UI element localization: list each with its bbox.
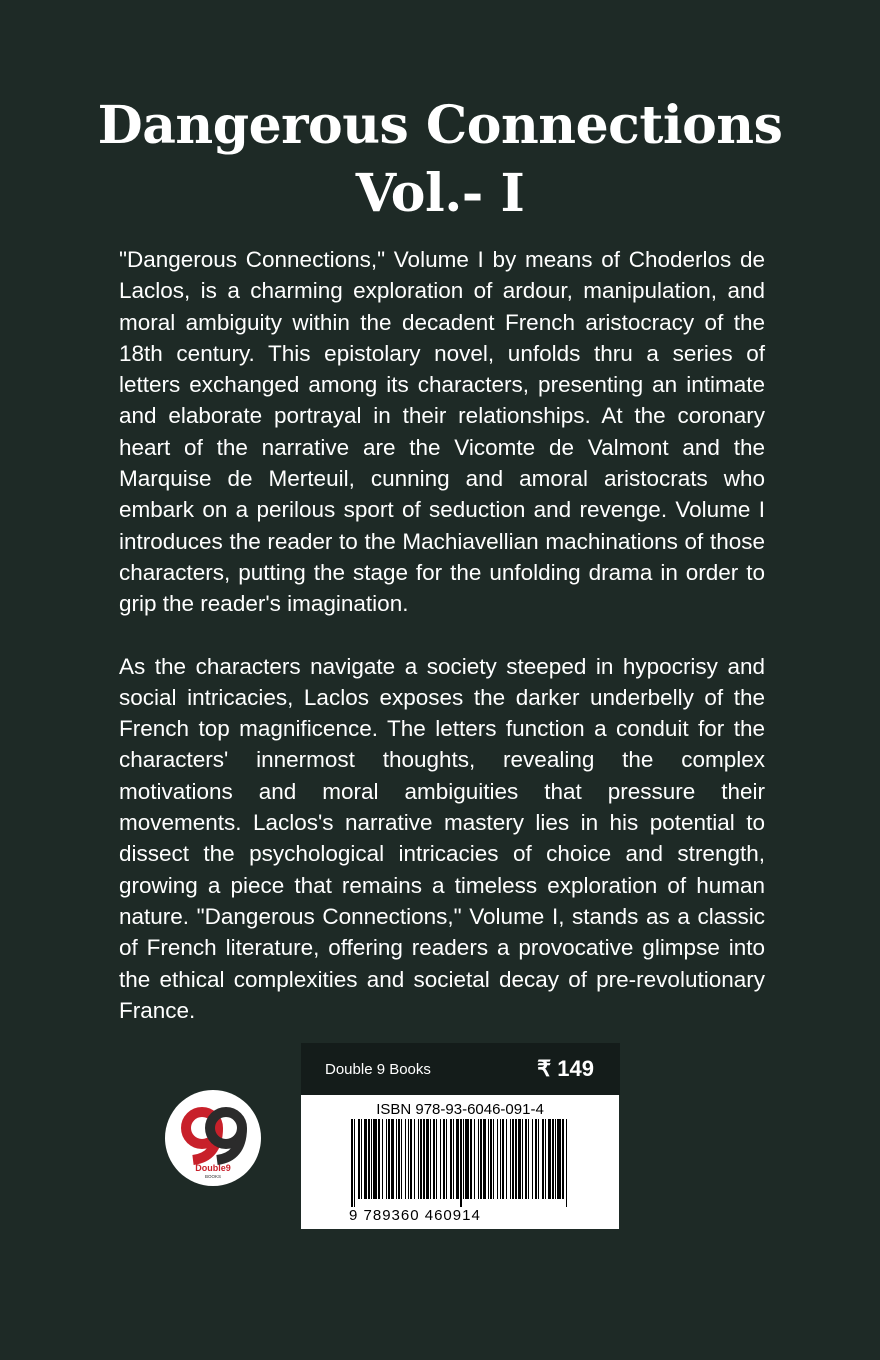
title-line-2: Vol.- I	[355, 163, 525, 224]
book-title	[0, 92, 880, 228]
barcode-panel	[301, 1095, 619, 1229]
barcode-digits: 9 789360 460914	[349, 1207, 481, 1224]
price-bar	[301, 1043, 620, 1095]
title-line-1: Dangerous Connections	[97, 95, 783, 156]
publisher-name: Double 9 Books	[325, 1060, 431, 1078]
logo-wordmark: Double9	[195, 1163, 231, 1173]
publisher-logo	[165, 1090, 261, 1186]
book-blurb	[119, 244, 765, 1057]
barcode-icon	[349, 1119, 571, 1207]
blurb-paragraph-1: "Dangerous Connections," Volume I by means of Choderlos de Laclos, is a charming exploration of ardour, manipulation, and moral ambiguity within the decadent French aristocracy of the 18th century. This epistolary novel, unfolds thru a series of letters exchanged among its characters, presenting an intimate and elaborate portrayal in their relationships. At the coronary heart of the narrative are the Vicomte de Valmont and the Marquise de Merteuil, cunning and amoral aristocrats who embark on a perilous sport of seduction and revenge. Volume I introduces the reader to the Machiavellian machinations of those characters, putting the stage for the unfolding drama in order to grip the reader's imagination.	[119, 247, 765, 617]
price-label: ₹ 149	[537, 1056, 594, 1081]
isbn-number: ISBN 978-93-6046-091-4	[376, 1101, 544, 1118]
logo-subtext: BOOKS	[204, 1174, 222, 1179]
blurb-paragraph-2: As the characters navigate a society steeped in hypocrisy and social intricacies, Laclos exposes the darker underbelly of the French top magnificence. The letters function a conduit for the characters' innermost thoughts, revealing the complex motivations and moral ambiguities that pressure their movements. Laclos's narrative mastery lies in his potential to dissect the psychological intricacies of choice and strength, growing a piece that remains a timeless exploration of human nature. "Dangerous Connections," Volume I, stands as a classic of French literature, offering readers a provocative glimpse into the ethical complexities and societal decay of pre-revolutionary France.	[119, 653, 765, 1023]
double9-logo-icon	[165, 1090, 261, 1186]
